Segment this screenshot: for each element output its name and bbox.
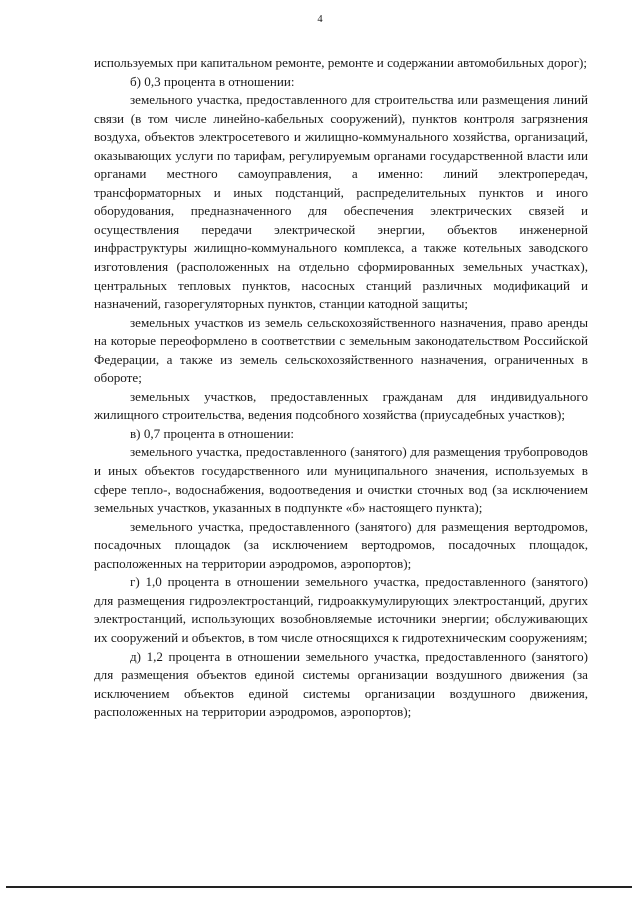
paragraph-p1: используемых при капитальном ремонте, ремонте и содержании автомобильных дорог); bbox=[94, 55, 588, 70]
paragraph-p10: д) 1,2 процента в отношении земельного участка, предоставленного (занятого) для размещения объектов единой системы организации воздушного движения (за исключением объектов единой системы организации воздушного движения, расположенных на территории аэродромов, аэропортов); bbox=[94, 648, 588, 720]
paragraph-p5: земельных участков, предоставленных гражданам для индивидуального жилищного строительства, ведения подсобного хозяйства (приусадебных участков); bbox=[94, 388, 588, 423]
paragraph-p3: земельного участка, предоставленного для строительства или размещения линий связи (в том числе линейно-кабельных сооружений), пунктов контроля загрязнения воздуха, объектов электросетевого и жилищно-коммунального хозяйства, организаций, оказывающих услуги по тарифам, регулируемым органами государственной власти или органами местного самоуправления, а именно: линий электропередач, трансформаторных и иных подстанций, распределительных пунктов и иного оборудования, предназначенного для обеспечения электрических связей и осуществления передачи электрической энергии, объектов инженерной инфраструктуры жилищно-коммунального комплекса, а также котельных заводского изготовления (расположенных на отдельно сформированных земельных участках), центральных тепловых пунктов, насосных станций различных модификаций и назначений, газорегуляторных пунктов, станции катодной защиты; bbox=[94, 92, 588, 312]
paragraph-p2: б) 0,3 процента в отношении: bbox=[130, 73, 295, 89]
paragraph-p8: земельного участка, предоставленного (занятого) для размещения вертодромов, посадочных площадок (за исключением вертодромов, посадочных площадок, расположенных на территории аэродромов, аэропортов); bbox=[94, 518, 588, 571]
paragraph-p4: земельных участков из земель сельскохозяйственного назначения, право аренды на которые переоформлено в соответствии с земельным законодательством Российской Федерации, а также из земель сельскохозяйственного назначения, ограниченных в обороте; bbox=[94, 314, 588, 386]
page-number: 4 bbox=[317, 14, 323, 25]
document-body bbox=[94, 54, 588, 722]
paragraph-p9: г) 1,0 процента в отношении земельного участка, предоставленного (занятого) для размещения гидроэлектростанций, гидроаккумулирующих электростанций, других электростанций, использующих возобновляемые источники энергии; обслуживающих их сооружений и объектов, в том числе относящихся к гидротехническим сооружениям; bbox=[94, 574, 588, 645]
paragraph-p7: земельного участка, предоставленного (занятого) для размещения трубопроводов и иных объектов государственного или муниципального значения, используемых в сфере тепло-, водоснабжения, водоотведения и очистки сточных вод (за исключением земельных участков, указанных в подпункте «б» настоящего пункта); bbox=[94, 444, 588, 516]
footer-rule bbox=[6, 886, 632, 888]
paragraph-p6: в) 0,7 процента в отношении: bbox=[130, 425, 295, 441]
